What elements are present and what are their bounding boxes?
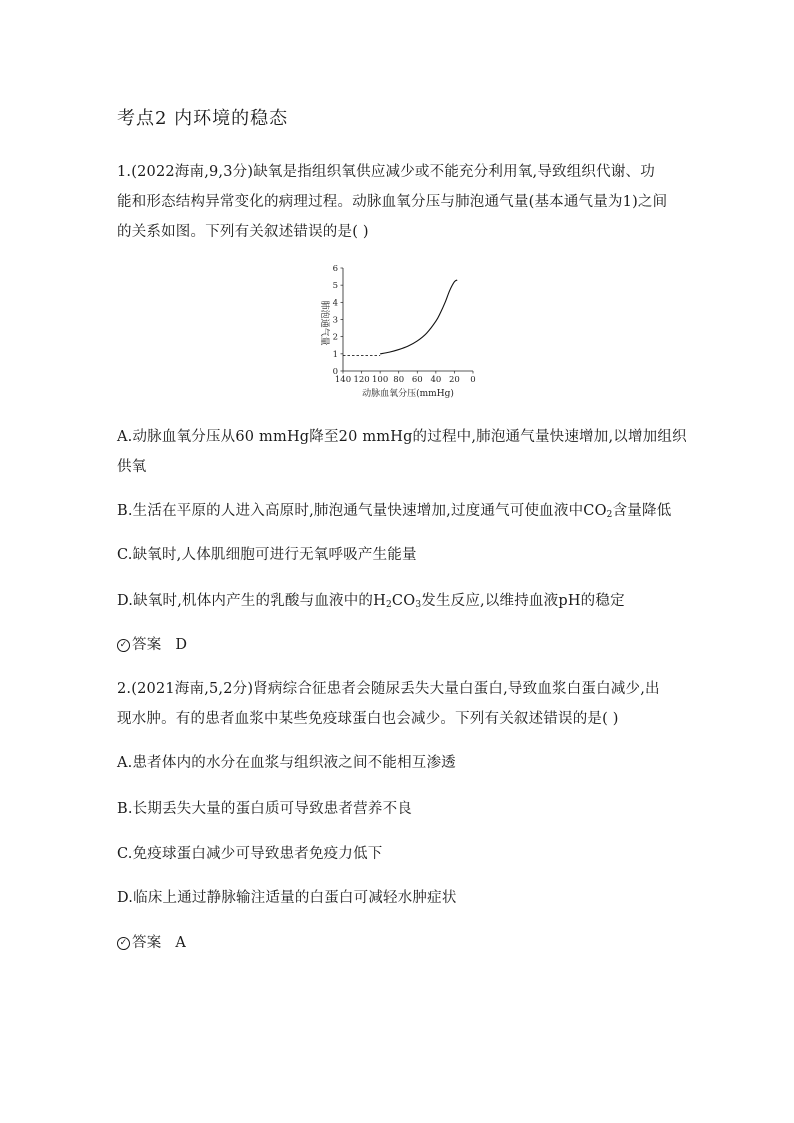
x-tick-label: 140 (334, 375, 352, 385)
q1-answer-label: 答案 (132, 637, 162, 653)
q1-option-d-prefix: D.缺氧时,机体内产生的乳酸与血液中的H (117, 593, 386, 609)
q2-option-a: A.患者体内的水分在血浆与组织液之间不能相互渗透 (117, 755, 456, 771)
y-axis-label: 肺泡通气量 (319, 300, 329, 346)
y-tick-label: 5 (332, 281, 338, 292)
x-axis-label: 动脉血氧分压(mmHg) (362, 389, 454, 399)
x-tick-label: 20 (449, 375, 460, 385)
q1-answer (117, 633, 187, 654)
y-tick-label: 2 (332, 332, 338, 343)
q1-option-d-subscript-2: 3 (415, 600, 422, 610)
answer-check-icon: ✓ (117, 937, 130, 950)
q1-option-d-suffix: 发生反应,以维持血液pH的稳定 (421, 593, 625, 609)
y-tick-label: 6 (332, 264, 338, 274)
q2-option-d: D.临床上通过静脉输注适量的白蛋白可减轻水肿症状 (117, 890, 457, 906)
section-title: 考点2 内环境的稳态 (117, 108, 289, 129)
q1-stem-line-3: 的关系如图。下列有关叙述错误的是( ) (117, 224, 369, 240)
q2-option-c: C.免疫球蛋白减少可导致患者免疫力低下 (117, 846, 383, 862)
y-tick-label: 1 (332, 349, 338, 360)
q2-stem-line-2: 现水肿。有的患者血浆中某些免疫球蛋白也会减少。下列有关叙述错误的是( ) (117, 711, 619, 727)
x-tick-label: 100 (372, 375, 389, 385)
q1-option-d-subscript-1: 2 (385, 600, 392, 610)
y-tick-label: 4 (332, 298, 338, 309)
y-tick-label: 3 (332, 315, 338, 326)
q1-answer-value: D (175, 637, 188, 653)
q1-option-d (117, 589, 625, 610)
q2-stem-line-1: 2.(2021海南,5,2分)肾病综合征患者会随尿丢失大量白蛋白,导致血浆白蛋白减少,出 (117, 681, 660, 697)
q1-option-a-line-1: A.动脉血氧分压从60 mmHg降至20 mmHg的过程中,肺泡通气量快速增加,以增加组织 (117, 429, 687, 445)
answer-check-icon: ✓ (117, 639, 130, 652)
q2-answer-label: 答案 (132, 935, 162, 951)
q1-option-b (117, 499, 671, 520)
x-tick-label: 0 (470, 375, 476, 385)
q2-answer (117, 931, 186, 952)
x-tick-label: 40 (430, 375, 442, 385)
q2-answer-value: A (175, 935, 187, 951)
oxygen-ventilation-chart (305, 256, 505, 406)
q1-stem-line-2: 能和形态结构异常变化的病理过程。动脉血氧分压与肺泡通气量(基本通气量为1)之间 (117, 194, 668, 210)
q1-option-c: C.缺氧时,人体肌细胞可进行无氧呼吸产生能量 (117, 547, 417, 563)
x-tick-label: 80 (393, 375, 405, 385)
x-tick-label: 120 (353, 375, 370, 385)
q1-option-b-suffix: 含量降低 (612, 503, 672, 519)
y-tick-label: 0 (332, 367, 338, 377)
q1-option-d-mid: CO (391, 593, 416, 609)
q1-option-b-subscript: 2 (606, 510, 613, 520)
q1-stem-line-1: 1.(2022海南,9,3分)缺氧是指组织氧供应减少或不能充分利用氧,导致组织代谢、功 (117, 164, 655, 180)
q2-option-b: B.长期丢失大量的蛋白质可导致患者营养不良 (117, 801, 412, 817)
q1-option-a-line-2: 供氧 (117, 459, 147, 475)
ventilation-curve (380, 280, 457, 354)
x-tick-label: 60 (411, 375, 423, 385)
q1-option-b-prefix: B.生活在平原的人进入高原时,肺泡通气量快速增加,过度通气可使血液中CO (117, 503, 607, 519)
